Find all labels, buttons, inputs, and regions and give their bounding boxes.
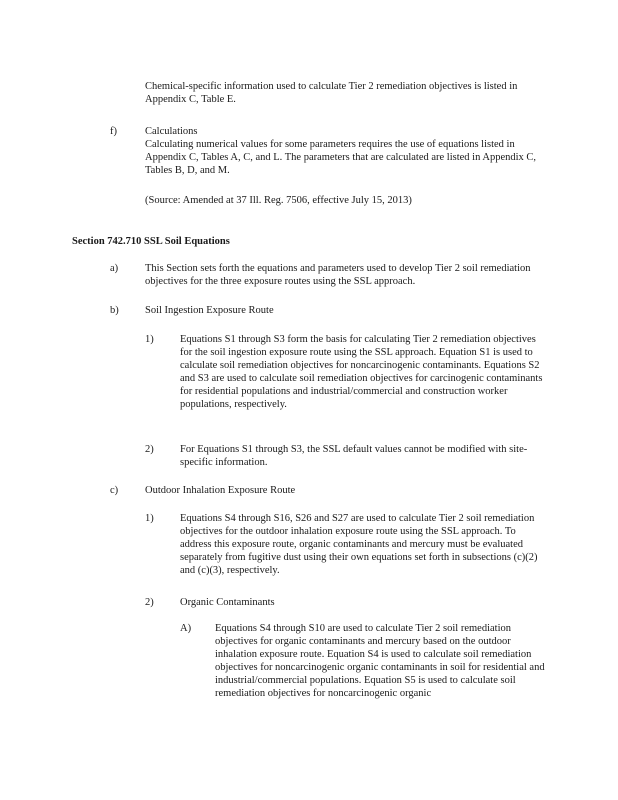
item-a-text: This Section sets forth the equations and parameters used to develop Tier 2 soil remediation objectives for the three exposure routes using the SSL approach. <box>145 263 531 287</box>
item-c-2-a-text: Equations S4 through S10 are used to calculate Tier 2 soil remediation objectives for organic contaminants and mercury based on the outdoor inhalation exposure route. Equation S4 is used to calculate soil remediation objectives for noncarcinogenic organic contaminants in soil for residential and industrial/commercial populations. Equation S5 is used to calculate soil remediation objectives for noncarcinogenic organic <box>215 623 545 699</box>
item-c-2-label: 2) <box>145 597 154 608</box>
item-c-1-text: Equations S4 through S16, S26 and S27 are used to calculate Tier 2 soil remediation objectives for the outdoor inhalation exposure route using the SSL approach. To address this exposure route, organic contaminants and mercury must be evaluated separately from fugitive dust using their own equations set forth in subsections (c)(2) and (c)(3), respectively. <box>180 513 538 576</box>
section-heading: Section 742.710 SSL Soil Equations <box>72 236 230 247</box>
item-f-label: f) <box>110 126 117 137</box>
intro-paragraph: Chemical-specific information used to calculate Tier 2 remediation objectives is listed in Appendix C, Table E. <box>145 81 518 105</box>
item-b-1-label: 1) <box>145 334 154 345</box>
item-b-title: Soil Ingestion Exposure Route <box>145 305 274 316</box>
item-b-1-text: Equations S1 through S3 form the basis for calculating Tier 2 remediation objectives for the soil ingestion exposure route using the SSL approach. Equation S1 is used to calculate soil remediation objectives for noncarcinogenic contaminants. Equations S2 and S3 are used to calculate soil remediation objectives for carcinogenic contaminants for residential populations and industrial/commercial and construction worker populations, respectively. <box>180 334 543 410</box>
item-c-1-label: 1) <box>145 513 154 524</box>
item-a-label: a) <box>110 263 119 274</box>
item-b-2-text: For Equations S1 through S3, the SSL default values cannot be modified with site-specific information. <box>180 444 528 468</box>
item-b-2-label: 2) <box>145 444 154 455</box>
source-note: (Source: Amended at 37 Ill. Reg. 7506, effective July 15, 2013) <box>145 195 412 206</box>
item-f-title: Calculations <box>145 126 198 137</box>
item-c-2-title: Organic Contaminants <box>180 597 275 608</box>
item-f-text: Calculating numerical values for some parameters requires the use of equations listed in Appendix C, Tables A, C, and L. The parameters that are calculated are listed in Appendix C, Tables B, D, and M. <box>145 139 537 176</box>
item-c-title: Outdoor Inhalation Exposure Route <box>145 485 296 496</box>
item-c-2-a-label: A) <box>180 623 192 634</box>
item-c-label: c) <box>110 485 119 496</box>
item-b-label: b) <box>110 305 119 316</box>
